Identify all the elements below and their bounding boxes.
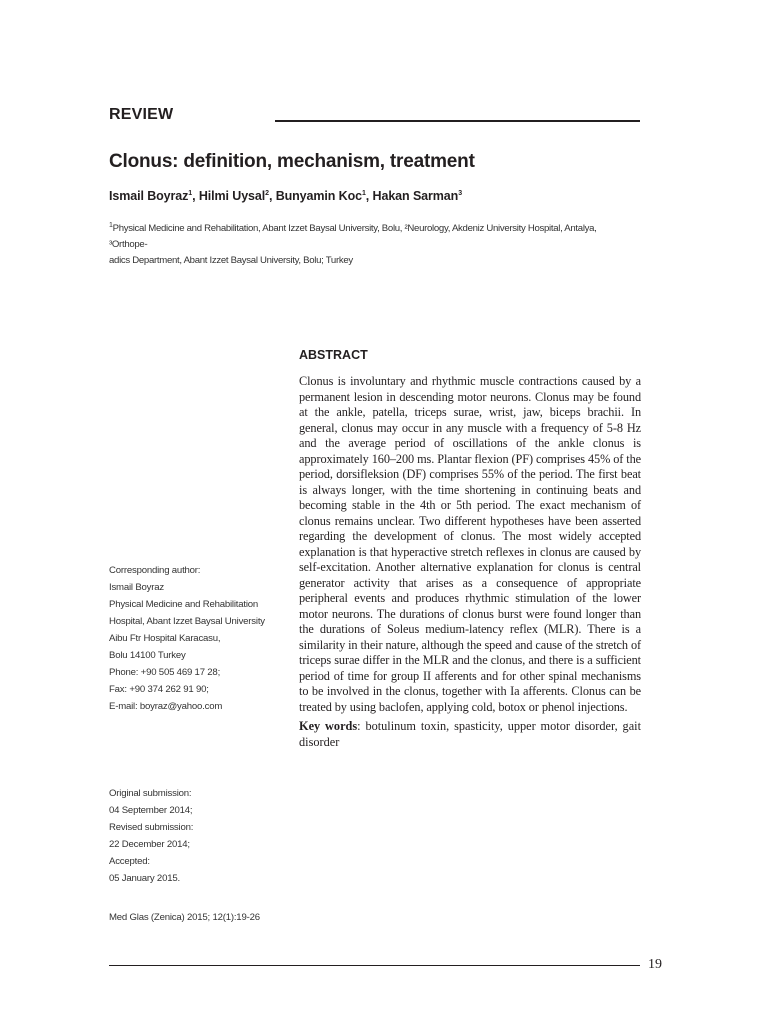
corresponding-line: Ismail Boyraz (109, 582, 164, 593)
author-affiliation-mark: 1 (362, 189, 366, 197)
footer-rule (109, 965, 640, 966)
affiliation-line: adics Department, Abant Izzet Baysal University, Bolu; Turkey (109, 255, 353, 266)
abstract-text: Clonus is involuntary and rhythmic muscle contractions caused by a permanent lesion in descending motor neurons. Clonus may be found at the ankle, patella, triceps surae, wrist, jaw, biceps brachii. In general, clonus may occur in any muscle with a frequency of 5-8 Hz and the average period of oscillations of the ankle clonus is approximately 160–200 ms. Plantar flexion (PF) comprises 45% of the period, dorsifleksion (DF) comprises 55% of the period. The first beat is always longer, with the time shortening in continuing beats and becoming stable in the 4th or 5th period. The exact mechanism of clonus remains unclear. Two different hypotheses have been asserted regarding the development of clonus. The most widely accepted explanation is that hyperactive stretch reflexes in clonus are caused by self-excitation. Another alternative explanation for clonus is central generator activity that arises as a consequence of appropriate peripheral events and produces rhythmic stimulation of the lower motor neurons. The durations of clonus burst were found longer than the durations of Soleus medium-latency reflex (MLR). There is a similarity in their nature, although the speed and cause of the stretch of triceps surae differ in the MLR and the clonus, and there is a sufficient period of time for group II afferents and for other spinal mechanisms to be involved in the clonus, together with Ia afferents. Clonus can be treated by using baclofen, applying cold, botox or phenol injections. (299, 374, 641, 714)
affiliation-mark: 1 (109, 221, 113, 229)
submission-line: 05 January 2015. (109, 873, 180, 884)
corresponding-email: E-mail: boyraz@yahoo.com (109, 701, 223, 712)
author-name: Hilmi Uysal (198, 189, 266, 203)
submission-line: Accepted: (109, 856, 150, 867)
submission-line: Original submission: (109, 788, 192, 799)
author-affiliation-mark: 2 (265, 189, 269, 197)
corresponding-author (109, 562, 279, 715)
author-list: Ismail Boyraz$^1$, Hilmi Uysal$^2$, Bunyamin Koc$^1$, Hakan Sarman$^3$ (109, 189, 462, 203)
corresponding-line: Bolu 14100 Turkey (109, 650, 186, 661)
keywords (299, 719, 641, 750)
submission-line: Revised submission: (109, 822, 194, 833)
affiliation-line: Physical Medicine and Rehabilitation, Abant Izzet Baysal University, Bolu, ²Neurology, Akdeniz University Hospital, Antalya, ³Orthope- (109, 223, 597, 250)
abstract-heading: ABSTRACT (299, 348, 368, 362)
author-affiliation-mark: 3 (458, 189, 462, 197)
author-affiliation-mark: 1 (188, 189, 193, 197)
corresponding-line: Hospital, Abant Izzet Baysal University (109, 616, 265, 627)
corresponding-phone: Phone: +90 505 469 17 28; (109, 667, 221, 678)
keywords-label: Key words (299, 719, 358, 733)
affiliations (109, 221, 634, 269)
corresponding-heading: Corresponding author: (109, 565, 201, 576)
article-title: Clonus: definition, mechanism, treatment (109, 151, 475, 172)
submission-dates (109, 785, 279, 887)
citation: Med Glas (Zenica) 2015; 12(1):19-26 (109, 912, 260, 923)
corresponding-fax: Fax: +90 374 262 91 90; (109, 684, 209, 695)
corresponding-line: Aibu Ftr Hospital Karacasu, (109, 633, 221, 644)
submission-line: 04 September 2014; (109, 805, 193, 816)
corresponding-line: Physical Medicine and Rehabilitation (109, 599, 259, 610)
submission-line: 22 December 2014; (109, 839, 190, 850)
header-rule (275, 120, 640, 122)
author-name: Hakan Sarman (372, 189, 459, 203)
keywords-text: : botulinum toxin, spasticity, upper motor disorder, gait disorder (299, 719, 641, 749)
author-name: Bunyamin Koc (275, 189, 362, 203)
page-number: 19 (648, 957, 662, 972)
section-label: REVIEW (109, 106, 174, 123)
author-name: Ismail Boyraz (109, 189, 189, 203)
